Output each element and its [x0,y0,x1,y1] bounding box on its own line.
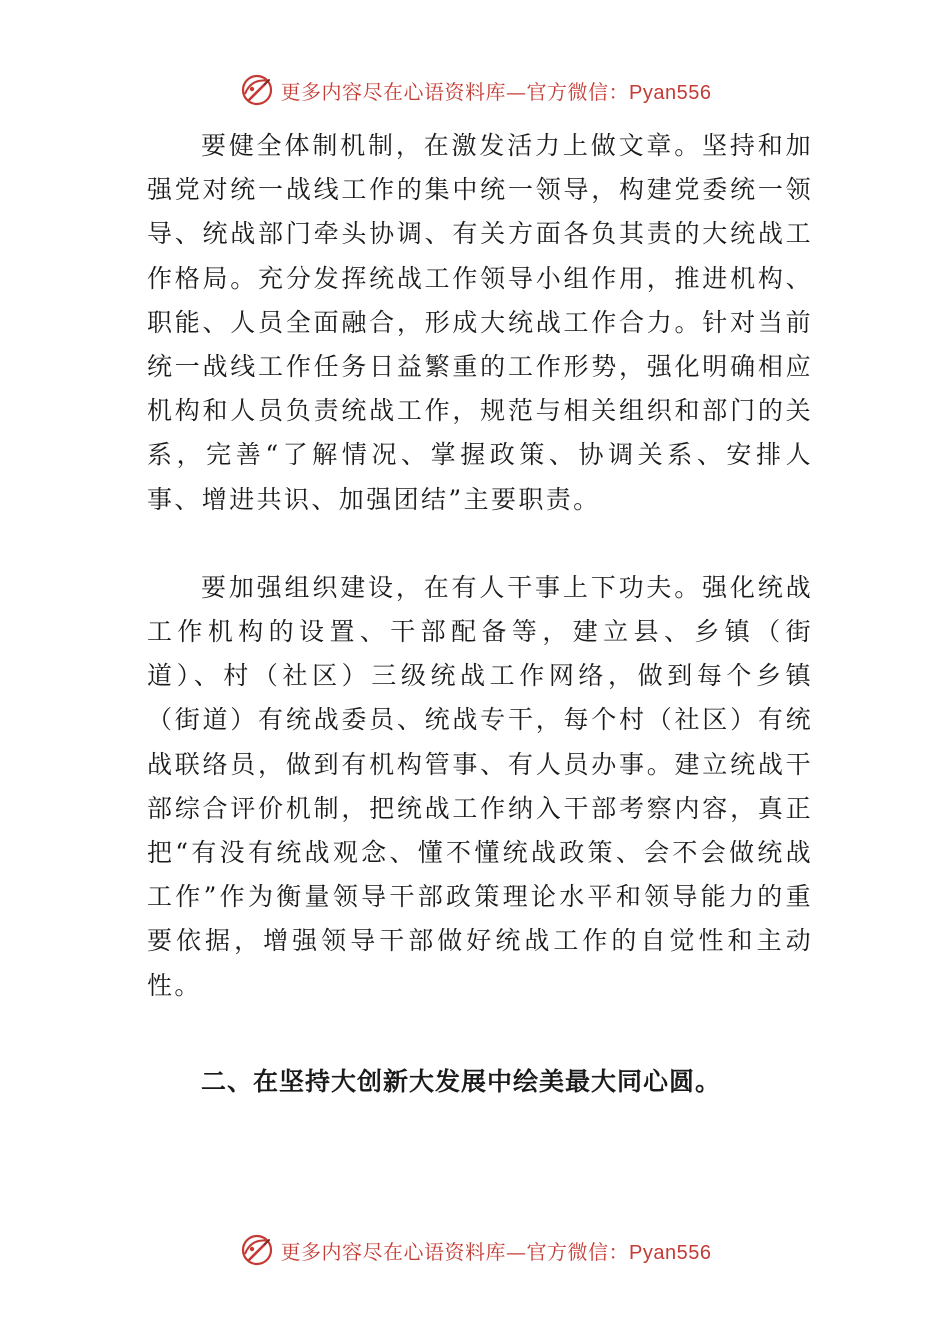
header-banner-text [281,76,712,105]
document-body [147,124,813,1104]
body-paragraph-1: 要健全体制机制，在激发活力上做文章。坚持和加强党对统一战线工作的集中统一领导，构建党委统一领导、统战部门牵头协调、有关方面各负其责的大统战工作格局。充分发挥统战工作领导小组作用，推进机构、职能、人员全面融合，形成大统战工作合力。针对当前统一战线工作任务日益繁重的工作形势，强化明确相应机构和人员负责统战工作，规范与相关组织和部门的关系，完善“了解情况、掌握政策、协调关系、安排人事、增进共识、加强团结”主要职责。 [147,131,813,514]
footer-banner-label: 更多内容尽在心语资料库—官方微信： [280,1239,630,1264]
footer-banner-text [281,1236,712,1265]
header-banner-label: 更多内容尽在心语资料库—官方微信： [280,79,630,104]
brand-logo-icon [239,1232,275,1268]
header-wechat-id: Pyan556 [629,81,712,104]
footer-wechat-id: Pyan556 [629,1241,712,1264]
section-heading: 二、在坚持大创新大发展中绘美最大同心圆。 [201,1066,722,1096]
footer-banner [0,1232,950,1268]
header-banner [0,72,950,108]
body-paragraph-2: 要加强组织建设，在有人干事上下功夫。强化统战工作机构的设置、干部配备等，建立县、乡镇（街道）、村（社区）三级统战工作网络，做到每个乡镇（街道）有统战委员、统战专干，每个村（社区）有统战联络员，做到有机构管事、有人员办事。建立统战干部综合评价机制，把统战工作纳入干部考察内容，真正把“有没有统战观念、懂不懂统战政策、会不会做统战工作”作为衡量领导干部政策理论水平和领导能力的重要依据，增强领导干部做好统战工作的自觉性和主动性。 [147,572,813,1000]
brand-logo-icon [239,72,275,108]
